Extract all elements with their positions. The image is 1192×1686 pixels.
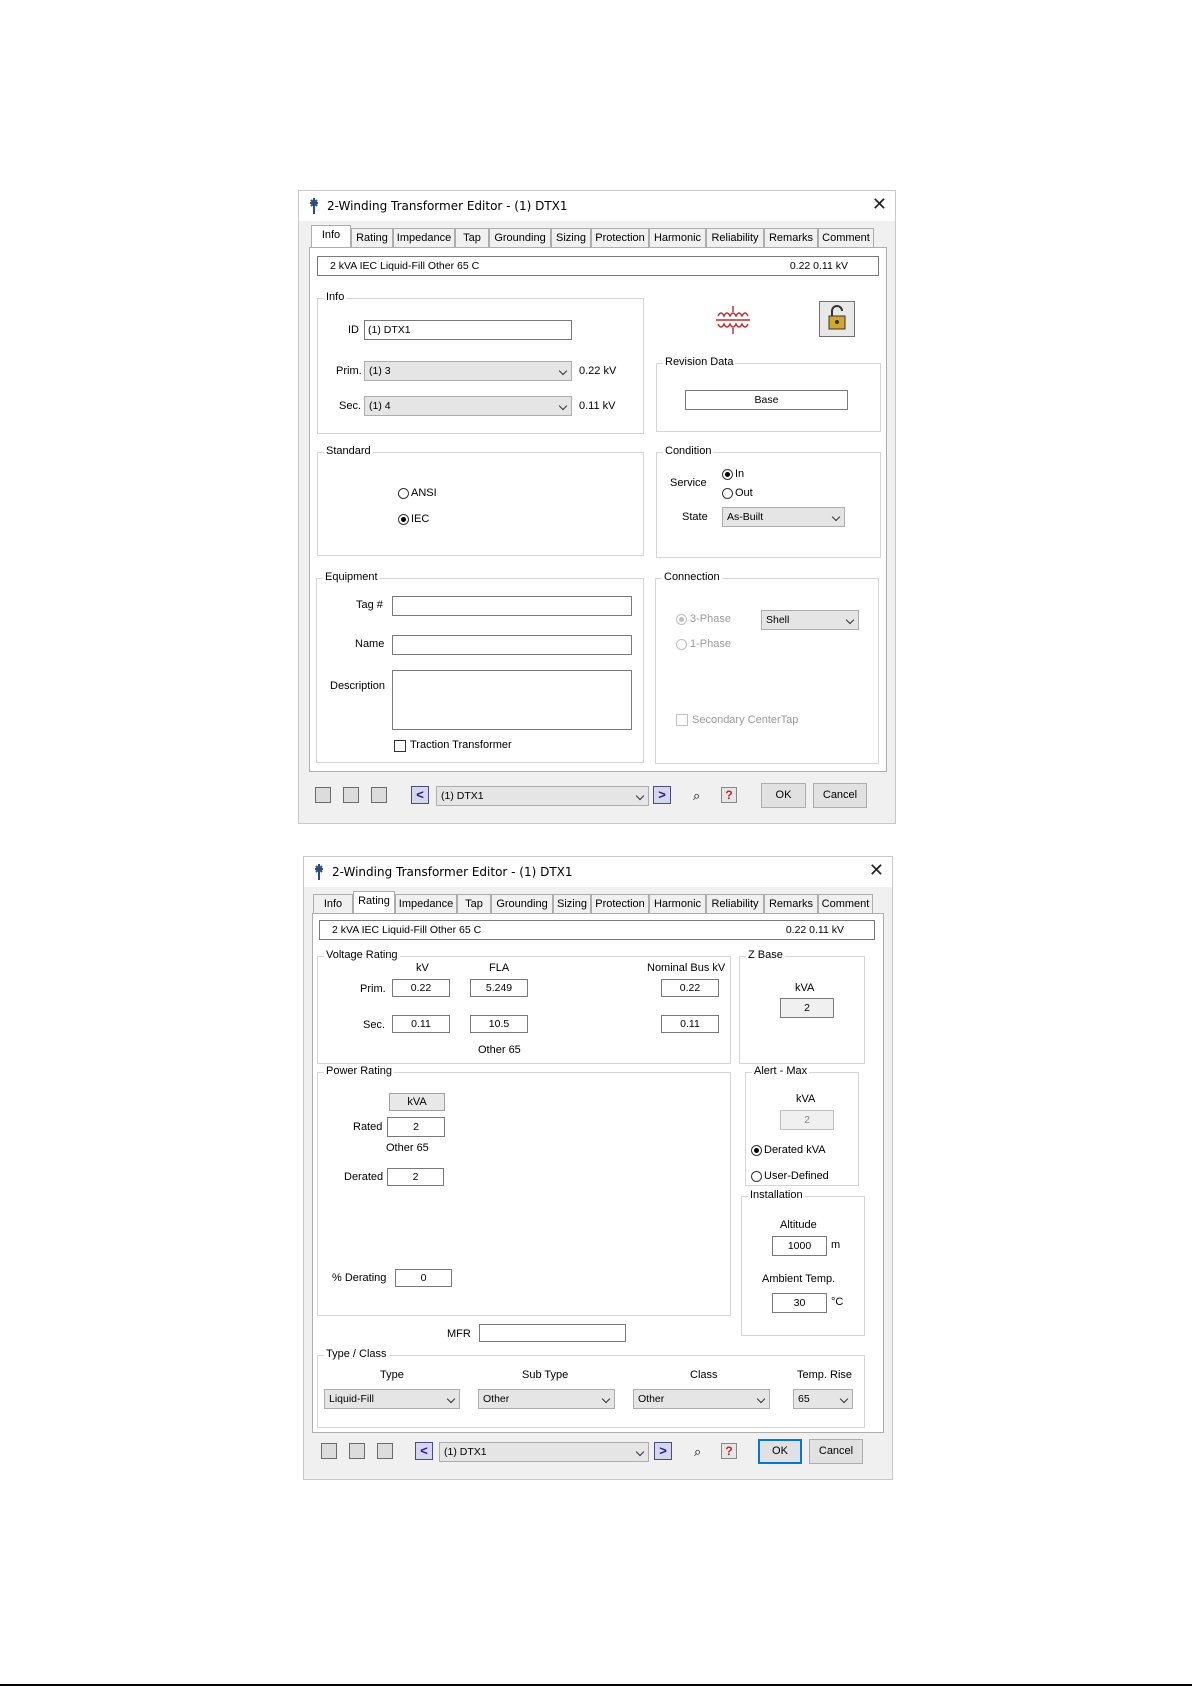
three-phase-label: 3-Phase	[690, 613, 731, 625]
group-title: Condition	[665, 445, 712, 457]
tab-comment[interactable]: Comment	[818, 228, 874, 247]
find-icon[interactable]: ⌕	[694, 1444, 702, 1459]
user-defined-radio[interactable]	[751, 1171, 762, 1182]
element-navigator-select[interactable]	[436, 786, 649, 806]
group-title: Info	[326, 291, 345, 303]
altitude-label: Altitude	[780, 1219, 817, 1231]
group-title: Revision Data	[665, 356, 734, 368]
z-base-kva-label: kVA	[795, 982, 815, 994]
tab-sizing[interactable]: Sizing	[553, 894, 591, 913]
type-label: Type	[380, 1369, 404, 1381]
transformer-editor-info-window	[298, 190, 896, 824]
chevron-down-icon	[832, 513, 840, 521]
service-label: Service	[670, 477, 707, 489]
tab-tap[interactable]: Tap	[457, 894, 491, 913]
sec-bus-value: (1) 4	[369, 400, 391, 412]
class-label: Class	[690, 1369, 718, 1381]
three-phase-radio[interactable]	[676, 614, 687, 625]
summary-bar	[319, 920, 875, 940]
window-title: 2-Winding Transformer Editor - (1) DTX1	[332, 865, 573, 879]
app-icon	[309, 198, 319, 214]
ambient-field[interactable]: 30	[772, 1293, 827, 1313]
sec-kv-field[interactable]: 0.11	[392, 1015, 450, 1033]
kva-header: kVA	[389, 1093, 445, 1111]
undo-icon[interactable]	[371, 787, 387, 803]
class-value: Other	[638, 1393, 665, 1405]
transformer-editor-rating-window	[303, 856, 893, 1480]
app-icon	[314, 864, 324, 880]
previous-icon[interactable]: <	[411, 786, 429, 804]
tab-sizing[interactable]: Sizing	[551, 228, 591, 247]
sec-kv: 0.11 kV	[579, 400, 616, 412]
chevron-down-icon	[846, 616, 854, 624]
next-icon[interactable]: >	[654, 1442, 672, 1460]
mfr-label: MFR	[447, 1328, 471, 1340]
previous-icon[interactable]: <	[415, 1442, 433, 1460]
copy-icon[interactable]	[315, 787, 331, 803]
connection-type-value: Shell	[766, 614, 790, 626]
derated-kva-field[interactable]: 2	[387, 1168, 444, 1186]
equipment-group	[316, 571, 644, 763]
sec-nominal-field[interactable]: 0.11	[661, 1015, 719, 1033]
temp-rise-value: 65	[798, 1393, 810, 1405]
kv-column-header: kV	[416, 962, 429, 974]
name-field[interactable]	[392, 635, 632, 655]
nominal-column-header: Nominal Bus kV	[647, 962, 726, 974]
derating-field[interactable]: 0	[395, 1269, 452, 1287]
rated-kva-field[interactable]: 2	[387, 1117, 445, 1137]
rated-label: Rated	[353, 1121, 383, 1133]
state-value: As-Built	[727, 511, 764, 523]
derated-kva-label: Derated kVA	[764, 1144, 826, 1156]
traction-label: Traction Transformer	[410, 739, 512, 751]
state-select[interactable]	[722, 507, 845, 527]
tab-harmonic[interactable]: Harmonic	[649, 894, 706, 913]
service-out-label: Out	[735, 487, 753, 499]
ansi-label: ANSI	[411, 487, 437, 499]
find-icon[interactable]: ⌕	[693, 788, 701, 803]
summary-bar	[317, 256, 879, 276]
subtype-select[interactable]	[478, 1389, 615, 1409]
transformer-symbol-icon	[715, 304, 753, 336]
paste-icon[interactable]	[343, 787, 359, 803]
state-label: State	[682, 511, 708, 523]
alert-max-group	[745, 1065, 859, 1186]
installation-group	[741, 1189, 865, 1336]
derating-label: % Derating	[332, 1272, 387, 1284]
condition-group	[656, 445, 881, 558]
tab-rating[interactable]: Rating	[351, 228, 393, 247]
id-field[interactable]: (1) DTX1	[364, 320, 572, 340]
paste-icon[interactable]	[349, 1443, 365, 1459]
tab-info[interactable]: Info	[313, 894, 353, 913]
voltage-rating-group	[317, 949, 731, 1064]
summary-right: 0.22 0.11 kV	[785, 924, 844, 936]
tab-grounding[interactable]: Grounding	[489, 228, 551, 247]
group-title: Type / Class	[326, 1348, 387, 1360]
navigator-value: (1) DTX1	[441, 790, 484, 802]
tab-impedance[interactable]: Impedance	[393, 228, 455, 247]
prim-bus-value: (1) 3	[369, 365, 391, 377]
tab-page	[309, 247, 887, 772]
alert-kva-field[interactable]: 2	[780, 1110, 834, 1130]
info-group	[317, 291, 644, 434]
copy-icon[interactable]	[321, 1443, 337, 1459]
sec-bus-select[interactable]	[364, 396, 572, 416]
navigator-value: (1) DTX1	[444, 1446, 487, 1458]
tab-info[interactable]: Info	[311, 225, 351, 248]
tab-remarks[interactable]: Remarks	[764, 228, 818, 247]
ambient-unit: °C	[831, 1296, 844, 1308]
group-title: Installation	[750, 1189, 803, 1201]
iec-radio[interactable]	[398, 514, 409, 525]
ok-button[interactable]: OK	[761, 783, 806, 808]
tab-protection[interactable]: Protection	[591, 228, 649, 247]
revision-field[interactable]: Base	[685, 390, 848, 410]
tab-comment[interactable]: Comment	[818, 894, 873, 913]
tab-tap[interactable]: Tap	[455, 228, 489, 247]
group-title: Equipment	[325, 571, 378, 583]
connection-type-select[interactable]	[761, 610, 859, 630]
sec-label: Sec.	[339, 400, 362, 412]
group-title: Standard	[326, 445, 371, 457]
mfr-field[interactable]	[479, 1324, 626, 1342]
close-icon[interactable]: ✕	[868, 860, 884, 880]
service-in-label: In	[735, 468, 745, 480]
temp-rise-label: Temp. Rise	[797, 1369, 853, 1381]
altitude-unit: m	[831, 1239, 841, 1251]
connection-group	[655, 571, 879, 764]
id-label-text: ID	[348, 324, 359, 336]
lock-button[interactable]	[819, 301, 855, 337]
sec-label: Sec.	[363, 1019, 386, 1031]
derated-label: Derated	[344, 1171, 384, 1183]
tab-page	[312, 913, 884, 1433]
help-icon[interactable]: ?	[721, 787, 737, 803]
chevron-down-icon	[840, 1395, 848, 1403]
tag-field[interactable]	[392, 596, 632, 616]
standard-group	[317, 445, 644, 556]
one-phase-label: 1-Phase	[690, 638, 731, 650]
tab-reliability[interactable]: Reliability	[706, 894, 764, 913]
prim-kv-field[interactable]: 0.22	[392, 979, 450, 997]
fla-column-header: FLA	[489, 962, 510, 974]
group-title: Power Rating	[326, 1065, 393, 1077]
prim-label: Prim.	[360, 983, 386, 995]
element-navigator-select[interactable]	[439, 1442, 649, 1462]
secondary-centertap-checkbox[interactable]	[676, 714, 688, 726]
z-base-group	[739, 949, 865, 1064]
prim-fla-field[interactable]: 5.249	[470, 979, 528, 997]
undo-icon[interactable]	[377, 1443, 393, 1459]
traction-checkbox[interactable]	[394, 740, 406, 752]
chevron-down-icon	[559, 367, 567, 375]
tag-label: Tag #	[356, 599, 383, 611]
power-rating-group	[317, 1065, 731, 1316]
summary-left: 2 kVA IEC Liquid-Fill Other 65 C	[330, 260, 480, 272]
title-bar	[299, 191, 895, 221]
summary-right: 0.22 0.11 kV	[789, 260, 848, 272]
rated-note: Other 65	[386, 1142, 429, 1154]
cancel-button[interactable]: Cancel	[809, 1439, 863, 1464]
group-title: Voltage Rating	[326, 949, 398, 961]
title-bar	[304, 857, 892, 887]
unlock-icon	[820, 302, 854, 336]
alert-kva-label: kVA	[796, 1093, 816, 1105]
chevron-down-icon	[559, 402, 567, 410]
chevron-down-icon	[447, 1395, 455, 1403]
prim-label: Prim.	[336, 365, 362, 377]
user-defined-label: User-Defined	[764, 1170, 829, 1182]
chevron-down-icon	[636, 1448, 644, 1456]
ambient-label: Ambient Temp.	[762, 1273, 836, 1285]
description-label: Description	[330, 680, 386, 692]
group-title: Connection	[664, 571, 720, 583]
prim-bus-select[interactable]	[364, 361, 572, 381]
group-title: Z Base	[748, 949, 783, 961]
ansi-radio[interactable]	[398, 488, 409, 499]
name-label: Name	[355, 638, 385, 650]
type-value: Liquid-Fill	[329, 1393, 374, 1405]
iec-label: IEC	[411, 513, 430, 525]
tab-harmonic[interactable]: Harmonic	[649, 228, 706, 247]
type-select[interactable]	[324, 1389, 460, 1409]
tab-impedance[interactable]: Impedance	[395, 894, 457, 913]
tab-rating[interactable]: Rating	[353, 891, 395, 914]
sec-fla-field[interactable]: 10.5	[470, 1015, 528, 1033]
chevron-down-icon	[636, 792, 644, 800]
altitude-field[interactable]: 1000	[772, 1236, 827, 1256]
chevron-down-icon	[757, 1395, 765, 1403]
cancel-button[interactable]: Cancel	[813, 783, 867, 808]
subtype-label: Sub Type	[522, 1369, 569, 1381]
one-phase-radio[interactable]	[676, 639, 687, 650]
summary-left: 2 kVA IEC Liquid-Fill Other 65 C	[332, 924, 482, 936]
revision-group	[656, 356, 881, 432]
next-icon[interactable]: >	[653, 786, 671, 804]
id-label	[348, 324, 359, 336]
tab-protection[interactable]: Protection	[591, 894, 649, 913]
help-icon[interactable]: ?	[721, 1443, 737, 1459]
tab-reliability[interactable]: Reliability	[706, 228, 764, 247]
ok-button[interactable]: OK	[758, 1439, 802, 1464]
description-field[interactable]	[392, 670, 632, 730]
temp-rise-select[interactable]	[793, 1389, 853, 1409]
chevron-down-icon	[602, 1395, 610, 1403]
service-out-radio[interactable]	[722, 488, 733, 499]
prim-kv: 0.22 kV	[579, 365, 617, 377]
rating-note: Other 65	[478, 1044, 521, 1056]
group-title: Alert - Max	[754, 1065, 808, 1077]
service-in-radio[interactable]	[722, 469, 733, 480]
type-class-group	[317, 1348, 865, 1428]
derated-kva-radio[interactable]	[751, 1145, 762, 1156]
class-select[interactable]	[633, 1389, 770, 1409]
z-base-kva-field[interactable]: 2	[780, 998, 834, 1018]
subtype-value: Other	[483, 1393, 510, 1405]
window-title: 2-Winding Transformer Editor - (1) DTX1	[327, 199, 568, 213]
secondary-centertap-label: Secondary CenterTap	[692, 714, 799, 726]
tab-remarks[interactable]: Remarks	[764, 894, 818, 913]
prim-nominal-field[interactable]: 0.22	[661, 979, 719, 997]
close-icon[interactable]: ✕	[871, 194, 887, 214]
tab-grounding[interactable]: Grounding	[491, 894, 553, 913]
